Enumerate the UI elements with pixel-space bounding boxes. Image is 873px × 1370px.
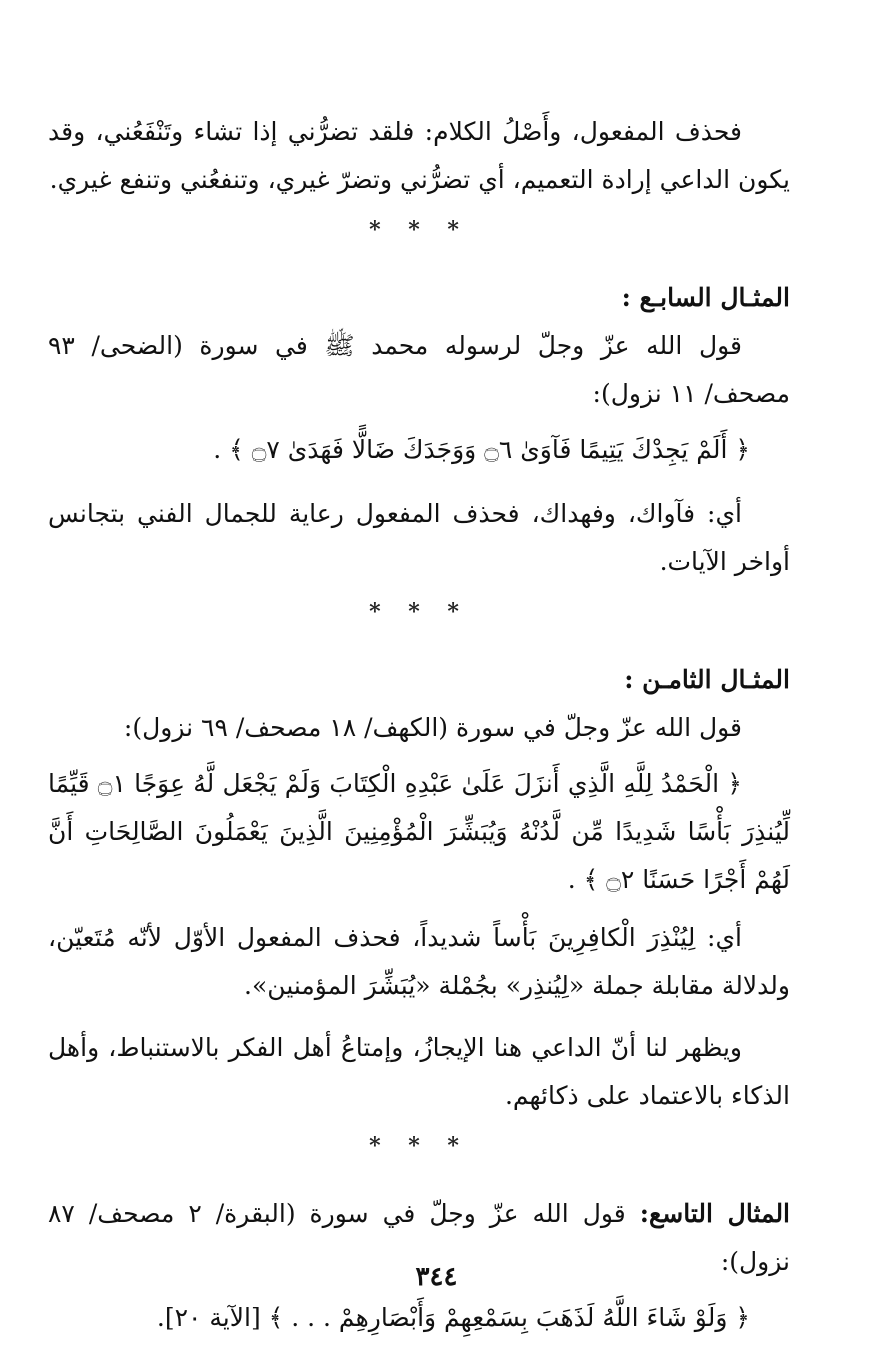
- section-separator: * * *: [369, 217, 469, 243]
- quran-verse-kahf: ﴿ الْحَمْدُ لِلَّهِ الَّذِي أَنزَلَ عَلَىٰ عَبْدِهِ الْكِتَابَ وَلَمْ يَجْعَل لَّهُ عِوَجًا ۝١ قَيِّمًا لِّيُنذِرَ بَأْسًا شَدِيدًا مِّن لَّدُنْهُ وَيُبَشِّرَ الْمُؤْمِنِينَ الَّذِينَ يَعْمَلُونَ الصَّالِحَاتِ أَنَّ لَهُمْ أَجْرًا حَسَنًا ۝٢ ﴾ .: [48, 769, 790, 894]
- paragraph-example-eight-explanation: أي: لِيُنْذِرَ الْكافِرِينَ بَأْساً شديداً، فحذف المفعول الأوّل لأنّه مُتَعيّن، ولدلالة مقابلة جملة «لِيُنذِر» بجُمْلة «يُبَشِّرَ المؤمنين».: [48, 923, 790, 1000]
- example-nine-intro: قول الله عزّ وجلّ في سورة (البقرة/ ٢ مصحف/ ٨٧ نزول):: [48, 1199, 790, 1276]
- paragraph-deletion-object: فحذف المفعول، وأَصْلُ الكلام: فلقد تضرُّني إذا تشاء وتَنْفَعُني، وقد يكون الداعي إرادة التعميم، أي تضرُّني وتضرّ غيري، وتنفعُني وتنفع غيري.: [48, 117, 790, 194]
- paragraph-example-seven-intro: قول الله عزّ وجلّ لرسوله محمد ﷺ في سورة (الضحى/ ٩٣ مصحف/ ١١ نزول):: [48, 331, 790, 408]
- paragraph-example-seven-explanation: أي: فآواك، وفهداك، فحذف المفعول رعاية للجمال الفني بتجانس أواخر الآيات.: [48, 499, 790, 576]
- paragraph-example-eight-intro: قول الله عزّ وجلّ في سورة (الكهف/ ١٨ مصحف/ ٦٩ نزول):: [123, 713, 742, 742]
- section-separator: * * *: [369, 1133, 469, 1159]
- section-separator: * * *: [369, 599, 469, 625]
- example-seven-heading: المثـال السابـع :: [621, 283, 790, 312]
- example-nine-heading: المثال التاسع:: [639, 1199, 791, 1228]
- quran-verse-baqara: ﴿ وَلَوْ شَاءَ اللَّهُ لَذَهَبَ بِسَمْعِهِمْ وَأَبْصَارِهِمْ . . . ﴾ [الآية ٢٠].: [156, 1303, 750, 1332]
- page-body: [48, 108, 790, 1350]
- page-number: ٣٤٤: [415, 1262, 458, 1292]
- paragraph-example-eight-comment: ويظهر لنا أنّ الداعي هنا الإيجازُ، وإمتاعُ أهل الفكر بالاستنباط، وأهل الذكاء بالاعتماد على ذكائهم.: [48, 1033, 790, 1110]
- example-eight-heading: المثـال الثامـن :: [624, 665, 790, 694]
- quran-verse-duha: ﴿ أَلَمْ يَجِدْكَ يَتِيمًا فَآوَىٰ ۝٦ وَوَجَدَكَ ضَالًّا فَهَدَىٰ ۝٧ ﴾ .: [213, 435, 750, 464]
